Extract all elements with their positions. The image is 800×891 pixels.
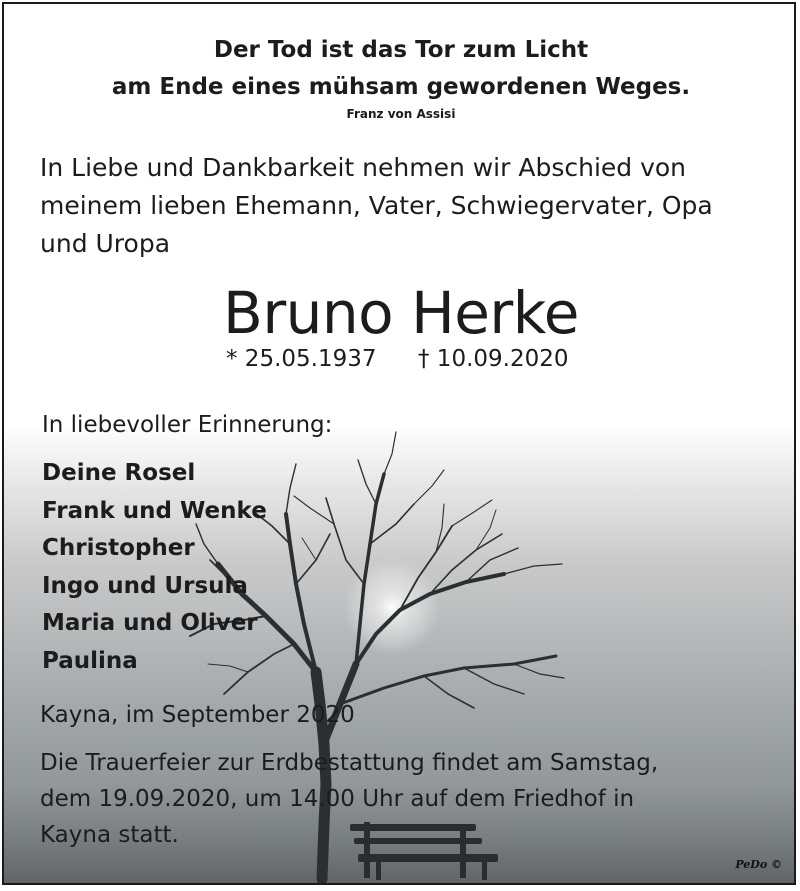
quote-author: Franz von Assisi: [346, 107, 456, 121]
place-and-date: Kayna, im September 2020: [40, 702, 355, 728]
funeral-line: Die Trauerfeier zur Erdbestattung findet am Samstag,: [40, 750, 659, 776]
funeral-line: dem 19.09.2020, um 14.00 Uhr auf dem Friedhof in: [40, 786, 635, 812]
mourner-name: Maria und Oliver: [42, 610, 258, 636]
deceased-name: Bruno Herke: [223, 279, 579, 347]
mourner-name: Christopher: [42, 535, 195, 561]
mourner-name: Deine Rosel: [42, 460, 196, 486]
funeral-line: Kayna statt.: [40, 822, 179, 848]
obituary-card: [2, 2, 796, 885]
farewell-text: In Liebe und Dankbarkeit nehmen wir Abschied von meinem lieben Ehemann, Vater, Schwiegervater, Opa und Uropa: [40, 153, 713, 258]
death-date: † 10.09.2020: [418, 346, 569, 372]
funeral-notice: [40, 745, 658, 853]
mourner-name: Ingo und Ursula: [42, 572, 248, 599]
mourner-name: Frank und Wenke: [42, 497, 267, 524]
quote-line-1: Der Tod ist das Tor zum Licht: [213, 37, 589, 63]
mourner-name: Paulina: [42, 647, 138, 674]
birth-date: * 25.05.1937: [226, 346, 377, 372]
artist-signature: PeDo ©: [735, 858, 782, 871]
memory-heading: In liebevoller Erinnerung:: [42, 412, 333, 438]
quote-line-2: am Ende eines mühsam gewordenen Weges.: [111, 74, 691, 100]
mourners-list: [42, 455, 267, 680]
